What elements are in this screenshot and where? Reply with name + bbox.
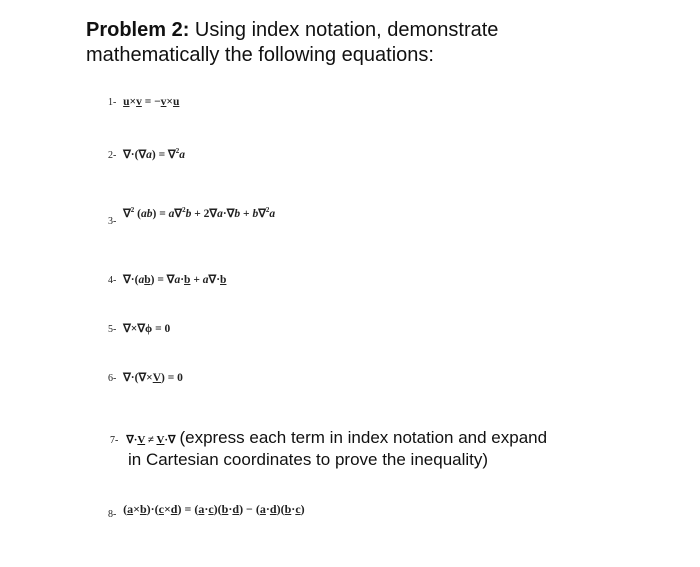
problem-intro-line1: Using index notation, demonstrate [189,19,499,41]
equation-1 [108,96,179,108]
equation-note-line2: in Cartesian coordinates to prove the inequality) [128,450,489,469]
problem-intro-line2: mathematically the following equations: [86,44,434,66]
problem-label: Problem 2: [86,19,190,41]
equation-number: 7- [110,435,119,446]
equation-number: 4- [108,275,117,286]
equation-expression: (a×b)·(c×d) = (a·c)(b·d) − (a·d)(b·c) [123,502,305,516]
equation-6 [108,370,183,384]
equation-expression: u×v = −v×u [123,96,180,108]
equation-number: 2- [108,150,117,161]
equation-3 [108,206,276,227]
equation-number: 8- [108,509,117,520]
equation-7 [110,426,670,469]
equation-2 [108,147,185,161]
equation-note-line1: (express each term in index notation and expand [179,428,548,447]
equation-expression: ∇$^2$ (ab) = a∇$^2$b + 2∇a·∇b + b∇$^2$a [123,206,276,220]
equation-expression: ∇·(ab) = ∇a·b + a∇·b [123,274,227,286]
equation-expression: ∇·(∇a) = ∇$^2$a [123,147,185,161]
equation-number: 1- [108,97,117,108]
equation-number: 3- [108,216,117,227]
equation-number: 6- [108,373,117,384]
equation-4 [108,272,226,286]
problem-statement [86,18,686,68]
equation-8 [108,502,305,520]
equation-5 [108,321,170,335]
equation-expression: ∇·V ≠ V·∇ [126,434,176,446]
equation-expression: ∇·(∇×V) = 0 [123,372,183,384]
equation-expression: ∇×∇ϕ = 0 [123,323,171,335]
equation-number: 5- [108,324,117,335]
